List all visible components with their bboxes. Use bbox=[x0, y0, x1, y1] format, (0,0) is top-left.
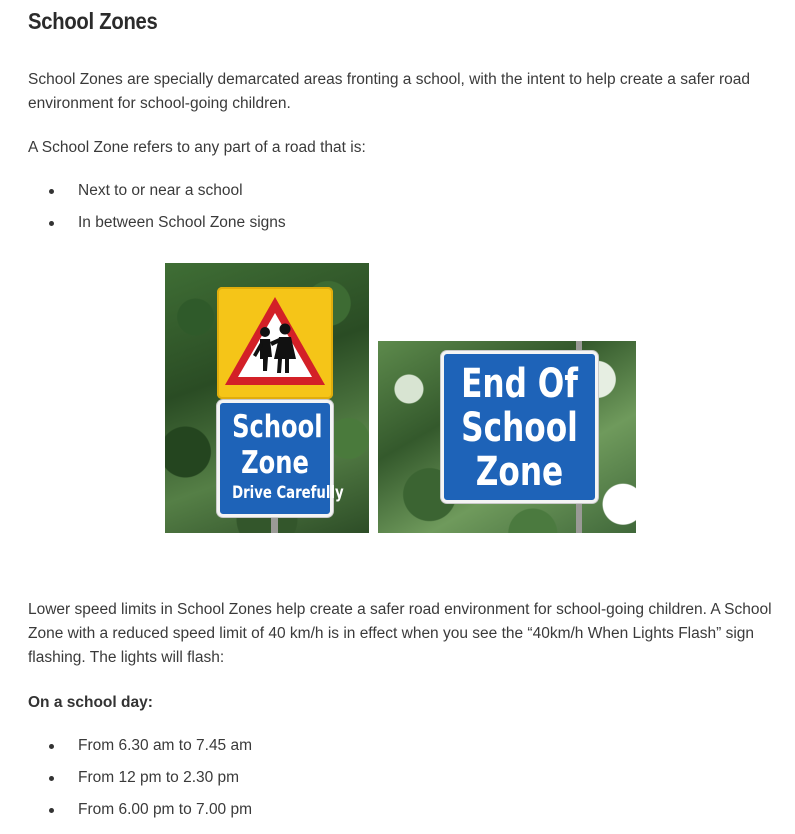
end-school-zone-sign-photo bbox=[378, 341, 636, 533]
sign-text-line: Zone bbox=[241, 445, 309, 481]
sign-text-line: School bbox=[461, 405, 578, 451]
children-crossing-warning-icon bbox=[217, 287, 333, 399]
list-item-text: Next to or near a school bbox=[78, 182, 243, 199]
list-item bbox=[28, 179, 286, 211]
bullet-icon bbox=[49, 808, 54, 813]
bullet-icon bbox=[49, 189, 54, 194]
school-zone-sign bbox=[217, 400, 344, 517]
sign-text-line: School bbox=[232, 409, 323, 445]
definition-list bbox=[28, 179, 286, 243]
page-title: School Zones bbox=[28, 8, 158, 34]
list-item-text: In between School Zone signs bbox=[78, 214, 286, 231]
school-day-heading: On a school day: bbox=[28, 694, 153, 711]
sign-text-line: End Of bbox=[461, 361, 578, 407]
school-day-times-list bbox=[28, 734, 252, 830]
bullet-icon bbox=[49, 776, 54, 781]
sign-text-line: Drive Carefully bbox=[232, 483, 344, 503]
school-zone-sign-photo bbox=[165, 263, 369, 533]
speed-limit-paragraph: Lower speed limits in School Zones help create a safer road environment for school-going children. A School Zone with a reduced speed limit of 40 km/h is in effect when you see the “40km/h When Lights Flash” sign flashing. The lights will flash: bbox=[28, 601, 772, 666]
definition-paragraph: A School Zone refers to any part of a road that is: bbox=[28, 139, 366, 156]
list-item bbox=[28, 766, 252, 798]
list-item bbox=[28, 798, 252, 830]
sign-text-line: Zone bbox=[475, 449, 564, 495]
sign-pole bbox=[576, 499, 582, 533]
list-item bbox=[28, 734, 252, 766]
bullet-icon bbox=[49, 221, 54, 226]
list-item-text: From 6.30 am to 7.45 am bbox=[78, 737, 253, 754]
bullet-icon bbox=[49, 744, 54, 749]
list-item-text: From 12 pm to 2.30 pm bbox=[78, 769, 240, 786]
list-item-text: From 6.00 pm to 7.00 pm bbox=[78, 801, 253, 818]
intro-paragraph: School Zones are specially demarcated areas fronting a school, with the intent to help create a safer road environment for school-going children. bbox=[28, 71, 751, 112]
warning-sign bbox=[217, 287, 333, 399]
list-item bbox=[28, 211, 286, 243]
end-school-zone-sign bbox=[441, 351, 598, 503]
